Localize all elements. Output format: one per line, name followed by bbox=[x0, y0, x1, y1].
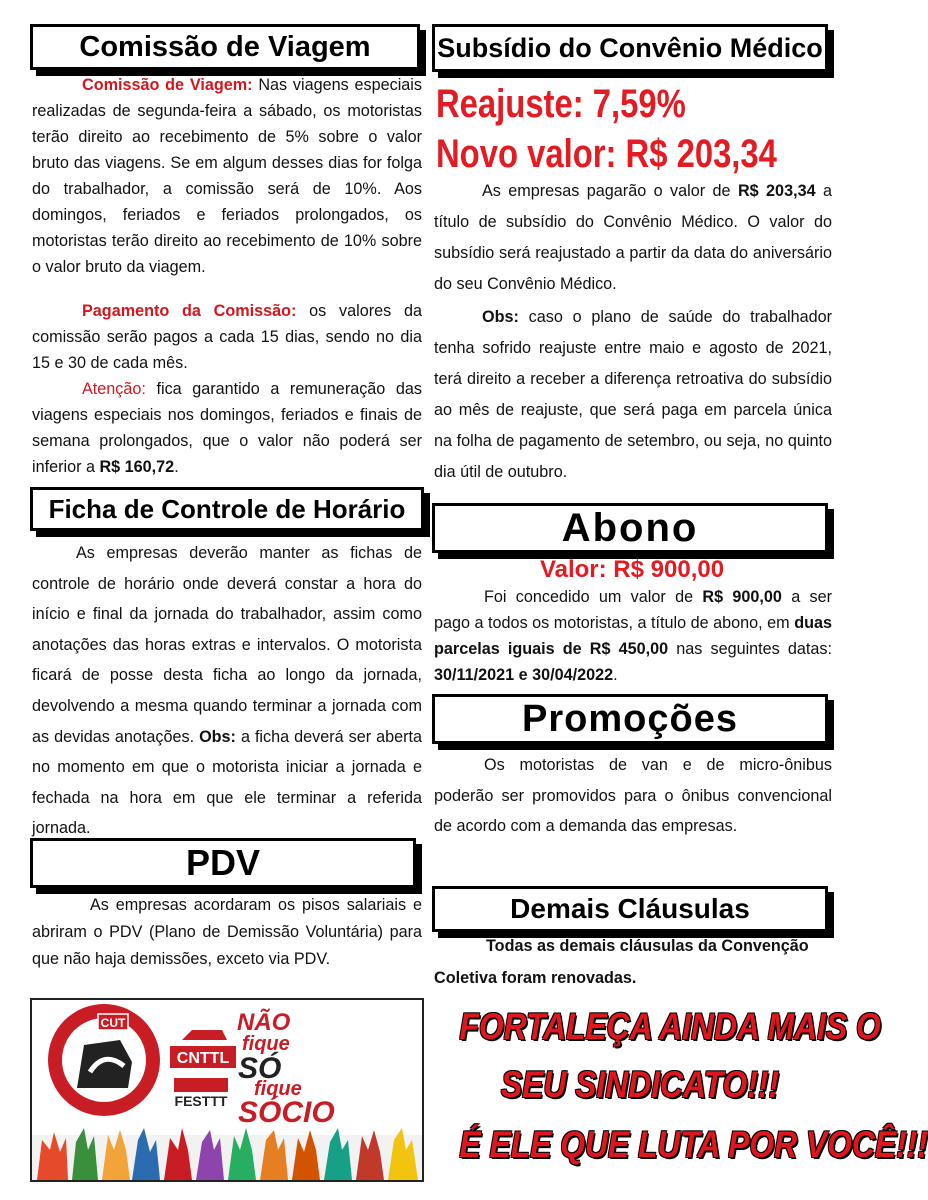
pdv-text: As empresas acordaram os pisos salariais e abriram o PDV (Plano de Demissão Voluntária) para que não haja demissões, exceto via PDV. bbox=[32, 896, 422, 968]
abono-paragraph bbox=[434, 584, 832, 688]
heading-pdv bbox=[30, 838, 416, 888]
heading-comissao-de-viagem bbox=[30, 24, 420, 70]
atencao-text: fica garantido a remuneração das viagens especiais nos domingos, feriados e finais de semana prolongados, que o valor não poderá ser inferior a bbox=[32, 380, 422, 476]
novo-valor-value: Novo valor: R$ 203,34 bbox=[436, 132, 777, 176]
promocoes-paragraph bbox=[434, 750, 832, 842]
festtt-logo bbox=[174, 1078, 228, 1092]
banner-word-so: SÓ bbox=[238, 1052, 282, 1085]
heading-demais-clausulas bbox=[432, 886, 828, 932]
subsidio-value: R$ 203,34 bbox=[737, 182, 816, 200]
abono-parcelas: duas parcelas iguais de R$ 450,00 bbox=[434, 614, 832, 658]
subsidio-text-b: a título de subsídio do Convênio Médico. O valor do subsídio será reajustado a partir da data do aniversário do seu Convênio Médico. bbox=[434, 182, 832, 293]
subsidio-obs-label: Obs: bbox=[482, 308, 519, 326]
heading-text: Subsídio do Convênio Médico bbox=[437, 32, 823, 63]
heading-text: Abono bbox=[561, 505, 699, 550]
pagamento-label: Pagamento da Comissão: bbox=[82, 302, 297, 320]
heading-promocoes bbox=[432, 694, 828, 744]
abono-text-a: Foi concedido um valor de bbox=[484, 588, 703, 606]
comissao-paragraph-3 bbox=[32, 376, 422, 480]
atencao-value: R$ 160,72 bbox=[99, 458, 175, 476]
heading-text: Comissão de Viagem bbox=[79, 30, 371, 63]
slogan-line-1: FORTALEÇA AINDA MAIS O bbox=[459, 1006, 881, 1047]
banner-graphic bbox=[32, 1000, 422, 1180]
cut-logo: CUT bbox=[100, 1016, 126, 1030]
slogan-line-2: SEU SINDICATO!!! bbox=[500, 1064, 780, 1105]
heading-abono bbox=[432, 503, 828, 553]
heading-text: Ficha de Controle de Horário bbox=[48, 493, 406, 524]
ficha-text: As empresas deverão manter as fichas de controle de horário onde deverá constar a hora do início e final da jornada do trabalhador, assim como anotações das horas extras e intervalos. O motorista ficará de posse desta ficha ao longo da jornada, devolvendo a mesma quando terminar a jornada com as devidas anotações. bbox=[32, 544, 422, 746]
subsidio-obs-text: caso o plano de saúde do trabalhador tenha sofrido reajuste entre maio e agosto de 2021, terá direito a receber a diferença retroativa do subsídio ao mês de reajuste, que será paga em parcela única na folha de pagamento de setembro, ou seja, no quinto dia útil de outubro. bbox=[434, 308, 832, 481]
banner-word-fique: fique bbox=[242, 1033, 290, 1055]
abono-text-c: nas seguintes datas: bbox=[668, 640, 833, 658]
banner-word-fique-2: fique bbox=[254, 1078, 302, 1100]
demais-paragraph bbox=[434, 930, 832, 994]
abono-end: . bbox=[613, 666, 618, 684]
reajuste-value: Reajuste: 7,59% bbox=[436, 82, 686, 126]
raised-hands-graphic bbox=[32, 1128, 422, 1180]
banner-word-socio: SÓCIO bbox=[238, 1096, 335, 1129]
pagamento-text: os valores da comissão serão pagos a cada 15 dias, sendo no dia 15 e 30 de cada mês. bbox=[32, 302, 422, 372]
abono-datas: 30/11/2021 e 30/04/2022 bbox=[434, 666, 614, 684]
subsidio-paragraph-2 bbox=[434, 302, 832, 488]
comissao-text: Nas viagens especiais realizadas de segunda-feira a sábado, os motoristas terão direito ao recebimento de 5% sobre o valor bruto das viagens. Se em algum desses dias for folga do trabalhador, a comissão será de 10%. Aos domingos, feriados e feriados prolongados, os motoristas terão direito ao recebimento de 10% sobre o valor bruto da viagem. bbox=[32, 76, 422, 276]
ficha-obs-label: Obs: bbox=[199, 727, 236, 746]
heading-text: Demais Cláusulas bbox=[510, 893, 750, 924]
pdv-paragraph bbox=[32, 892, 422, 973]
slogan-line-3: É ELE QUE LUTA POR VOCÊ!!! bbox=[459, 1124, 928, 1165]
heading-subsidio-convenio bbox=[432, 24, 828, 72]
heading-ficha-de-controle bbox=[30, 487, 424, 531]
comissao-paragraph-2 bbox=[32, 298, 422, 376]
demais-text: Todas as demais cláusulas da Convenção Coletiva foram renovadas. bbox=[434, 937, 809, 987]
ficha-paragraph bbox=[32, 538, 422, 844]
comissao-paragraph-1 bbox=[32, 72, 422, 280]
cnttl-text: CNTTL bbox=[176, 1050, 230, 1067]
ficha-obs-text: a ficha deverá ser aberta no momento em que o motorista iniciar a jornada e fechada na hora em que ele terminar a referida jornada. bbox=[32, 727, 422, 838]
comissao-label: Comissão de Viagem: bbox=[82, 76, 253, 94]
heading-text: PDV bbox=[185, 842, 261, 883]
promocoes-text: Os motoristas de van e de micro-ônibus poderão ser promovidos para o ônibus convencional de acordo com a demanda das empresas. bbox=[434, 756, 832, 835]
banner-word-nao: NÃO bbox=[237, 1009, 291, 1036]
subsidio-text-a: As empresas pagarão o valor de bbox=[482, 182, 738, 200]
subsidio-paragraph-1 bbox=[434, 176, 832, 300]
atencao-end: . bbox=[174, 458, 179, 476]
atencao-label: Atenção: bbox=[82, 380, 146, 398]
festtt-text: FESTTT bbox=[174, 1093, 228, 1109]
union-banner bbox=[30, 998, 424, 1182]
heading-text: Promoções bbox=[522, 697, 738, 740]
abono-valor: Valor: R$ 900,00 bbox=[539, 556, 725, 583]
abono-text-b: a ser pago a todos os motoristas, a título de abono, em bbox=[434, 588, 833, 632]
abono-value: R$ 900,00 bbox=[702, 588, 782, 606]
